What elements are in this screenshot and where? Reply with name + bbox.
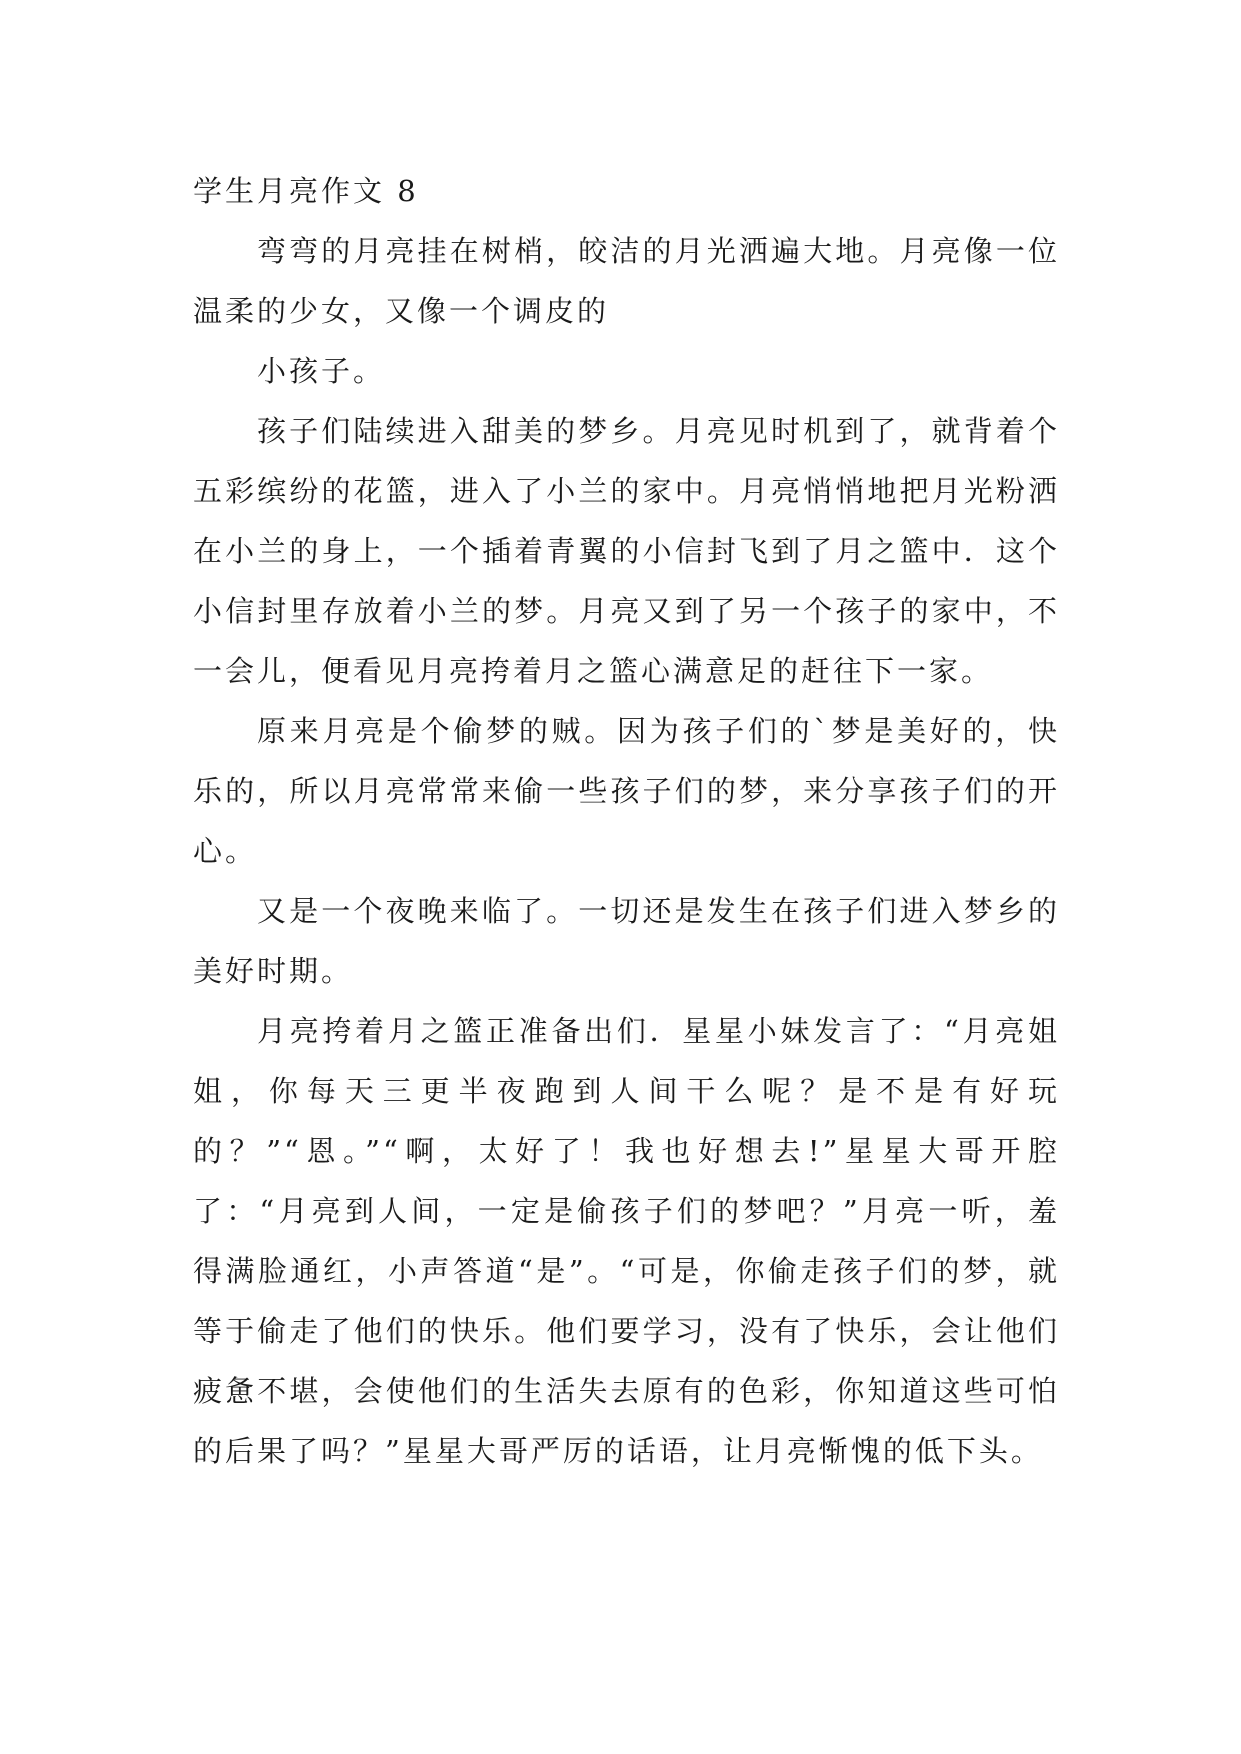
paragraph-1: 弯弯的月亮挂在树梢，皎洁的月光洒遍大地。月亮像一位温柔的少女，又像一个调皮的 bbox=[193, 234, 1060, 328]
paragraph-4: 原来月亮是个偷梦的贼。因为孩子们的`梦是美好的，快乐的，所以月亮常常来偷一些孩子们的梦，来分享孩子们的开心。 bbox=[193, 714, 1060, 868]
document-body bbox=[193, 161, 1060, 1481]
paragraph-3: 孩子们陆续进入甜美的梦乡。月亮见时机到了，就背着个五彩缤纷的花篮，进入了小兰的家中。月亮悄悄地把月光粉洒在小兰的身上，一个插着青翼的小信封飞到了月之篮中．这个小信封里存放着小兰的梦。月亮又到了另一个孩子的家中，不一会儿，便看见月亮挎着月之篮心满意足的赶往下一家。 bbox=[193, 414, 1060, 688]
paragraph-6: 月亮挎着月之篮正准备出们．星星小妹发言了：“月亮姐姐，你每天三更半夜跑到人间干么呢？是不是有好玩的？”“恩。”“啊，太好了！我也好想去!”星星大哥开腔了：“月亮到人间，一定是偷孩子们的梦吧？”月亮一听，羞得满脸通红，小声答道“是”。“可是，你偷走孩子们的梦，就等于偷走了他们的快乐。他们要学习，没有了快乐，会让他们疲惫不堪，会使他们的生活失去原有的色彩，你知道这些可怕的后果了吗？”星星大哥严厉的话语，让月亮惭愧的低下头。 bbox=[193, 1014, 1060, 1468]
paragraph-2: 小孩子。 bbox=[257, 354, 386, 388]
paragraph-5: 又是一个夜晚来临了。一切还是发生在孩子们进入梦乡的美好时期。 bbox=[193, 894, 1060, 988]
document-title: 学生月亮作文 8 bbox=[193, 174, 419, 208]
